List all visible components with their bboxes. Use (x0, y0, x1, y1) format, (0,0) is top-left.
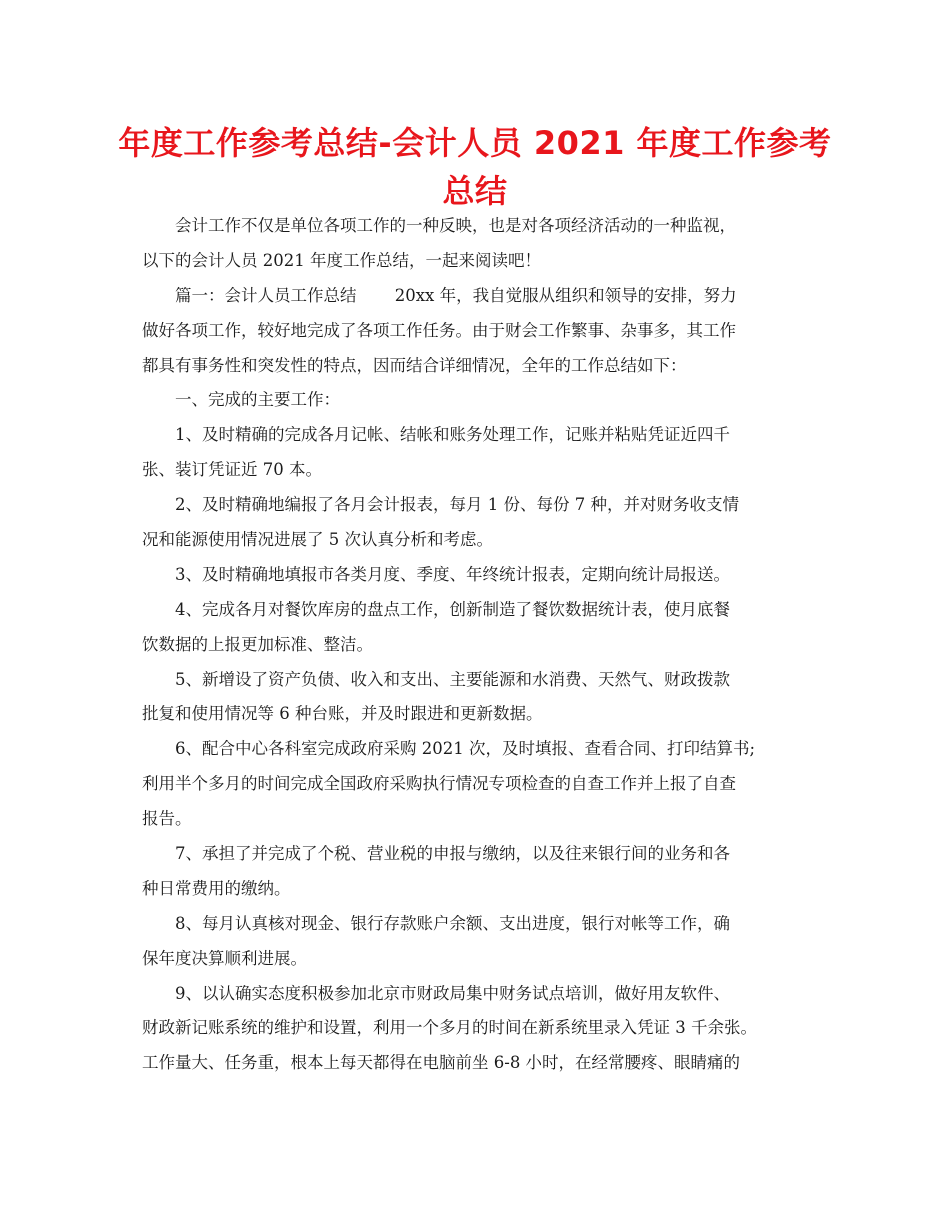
body-line: 做好各项工作，较好地完成了各项工作任务。由于财会工作繁事、杂事多，其工作 (142, 320, 736, 340)
document-title-line-1: 年度工作参考总结-会计人员 2021 年度工作参考 (118, 124, 832, 162)
body-line: 9、以认确实态度积极参加北京市财政局集中财务试点培训，做好用友软件、 (175, 983, 730, 1003)
body-line: 5、新增设了资产负债、收入和支出、主要能源和水消费、天然气、财政拨款 (175, 669, 730, 689)
body-line: 况和能源使用情况进展了 5 次认真分析和考虑。 (142, 530, 493, 550)
body-line: 报告。 (142, 809, 192, 829)
body-line: 财政新记账系统的维护和设置，利用一个多月的时间在新系统里录入凭证 3 千余张。 (142, 1018, 757, 1038)
body-line: 2、及时精确地编报了各月会计报表，每月 1 份、每份 7 种，并对财务收支情 (175, 495, 739, 515)
body-line: 以下的会计人员 2021 年度工作总结，一起来阅读吧！ (142, 250, 541, 270)
body-line: 1、及时精确的完成各月记帐、结帐和账务处理工作，记账并粘贴凭证近四千 (175, 425, 730, 445)
body-line: 饮数据的上报更加标准、整洁。 (142, 634, 373, 654)
body-line: 利用半个多月的时间完成全国政府采购执行情况专项检查的自查工作并上报了自查 (142, 774, 736, 794)
body-line: 3、及时精确地填报市各类月度、季度、年终统计报表，定期向统计局报送。 (175, 564, 730, 584)
body-line: 4、完成各月对餐饮库房的盘点工作，创新制造了餐饮数据统计表，使月底餐 (175, 599, 730, 619)
body-line: 批复和使用情况等 6 种台账，并及时跟进和更新数据。 (142, 704, 543, 724)
body-line: 6、配合中心各科室完成政府采购 2021 次，及时填报、查看合同、打印结算书; (175, 739, 756, 759)
body-line: 保年度决算顺利进展。 (142, 948, 307, 968)
document-title-line-2: 总结 (442, 172, 508, 210)
body-line: 一、完成的主要工作： (175, 390, 340, 410)
body-line: 种日常费用的缴纳。 (142, 878, 291, 898)
body-line: 会计工作不仅是单位各项工作的一种反映，也是对各项经济活动的一种监视， (175, 216, 736, 235)
body-line: 篇一：会计人员工作总结 20xx 年，我自觉服从组织和领导的安排，努力 (175, 285, 737, 305)
document-body (142, 209, 814, 1081)
body-line: 都具有事务性和突发性的特点，因而结合详细情况，全年的工作总结如下： (142, 355, 687, 375)
body-line: 工作量大、任务重，根本上每天都得在电脑前坐 6-8 小时，在经常腰疼、眼睛痛的 (142, 1053, 741, 1073)
body-line: 8、每月认真核对现金、银行存款账户余额、支出进度，银行对帐等工作，确 (175, 913, 730, 933)
body-line: 张、装订凭证近 70 本。 (142, 460, 322, 480)
body-line: 7、承担了并完成了个税、营业税的申报与缴纳，以及往来银行间的业务和各 (175, 844, 730, 864)
